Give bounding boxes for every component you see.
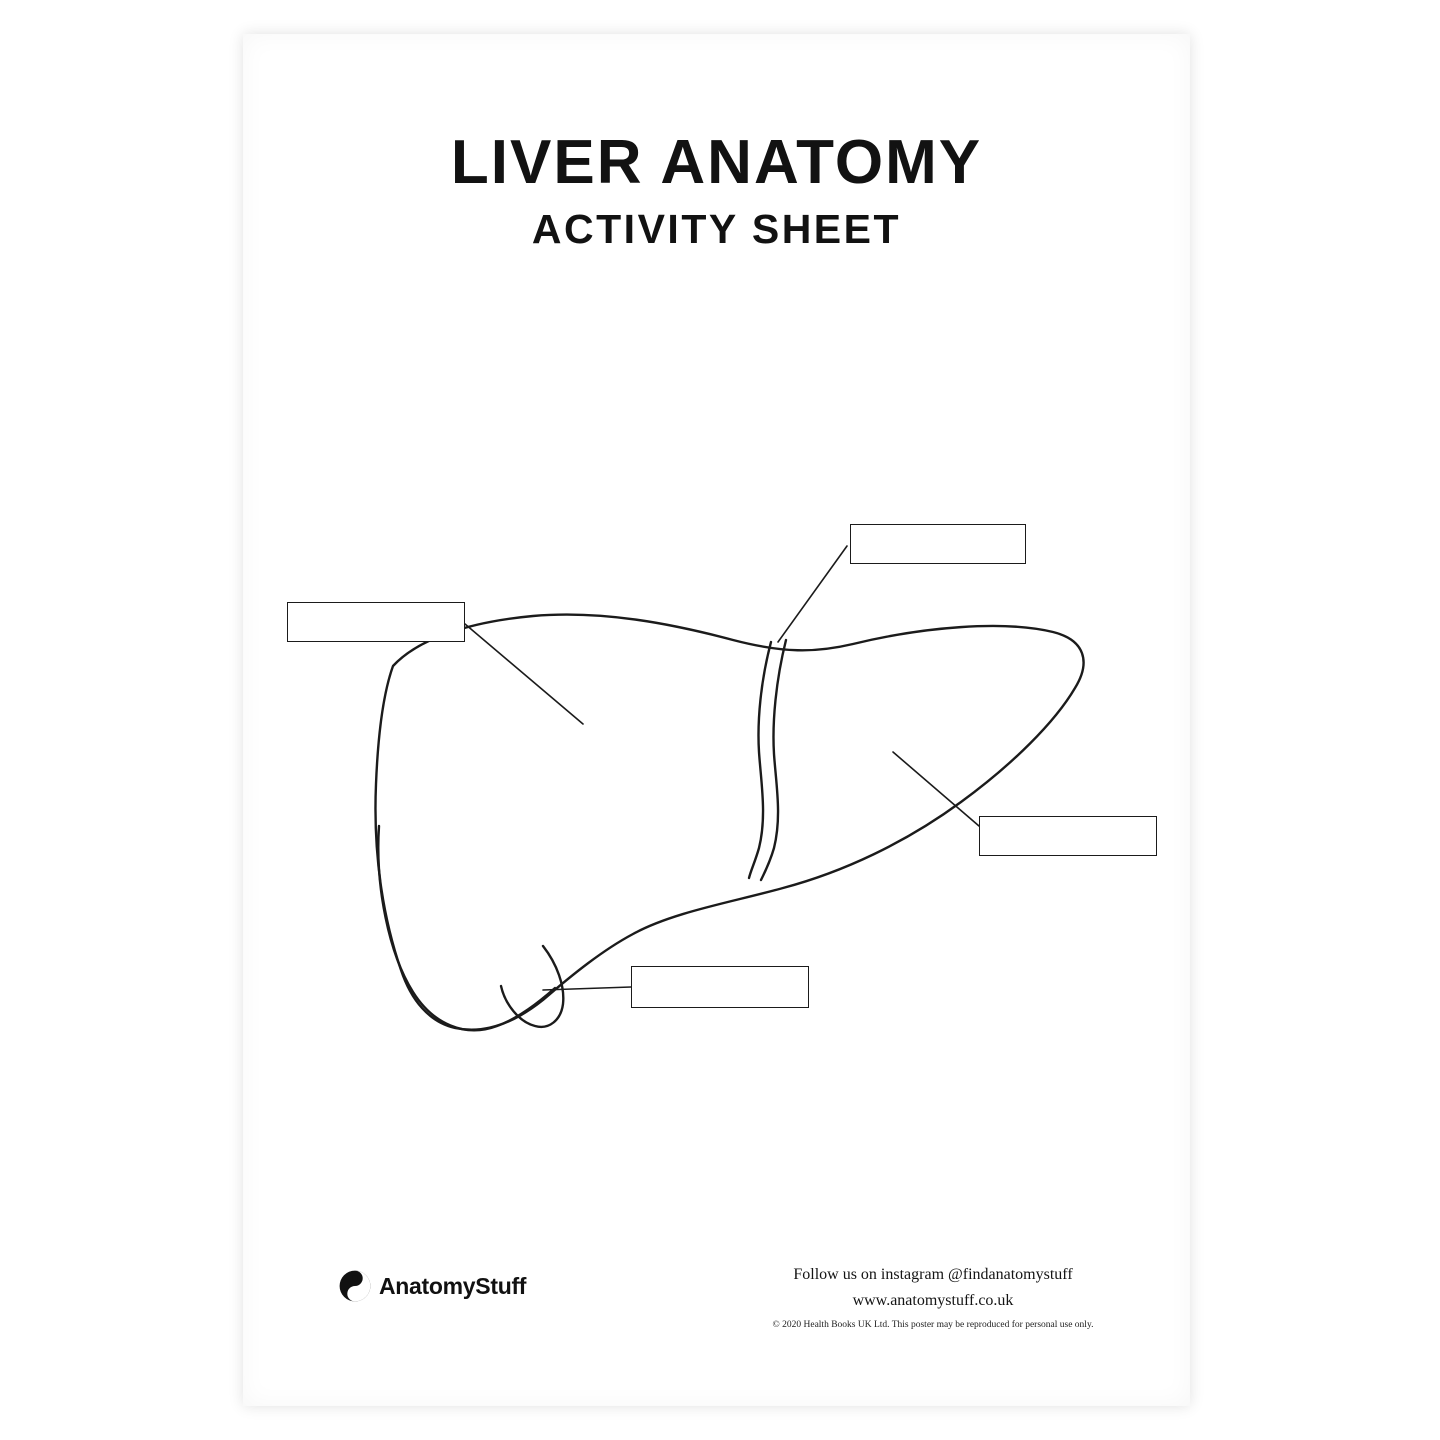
page-title: LIVER ANATOMY <box>450 128 983 197</box>
liver-diagram <box>243 434 1190 1054</box>
answer-box-left[interactable] <box>287 602 465 642</box>
answer-box-top-right[interactable] <box>850 524 1026 564</box>
page-footer <box>243 1214 1190 1384</box>
footer-contact-block <box>723 1262 1143 1336</box>
copyright-line: © 2020 Health Books UK Ltd. This poster may be reproduced for personal use only. <box>772 1320 1094 1330</box>
worksheet-page <box>243 34 1190 1406</box>
brand-logo <box>338 1269 526 1303</box>
answer-box-right[interactable] <box>979 816 1157 856</box>
brand-name: AnatomyStuff <box>379 1272 527 1299</box>
anatomystuff-logo-icon <box>338 1269 372 1303</box>
liver-outline-svg <box>243 434 1190 1054</box>
answer-box-bottom[interactable] <box>631 966 809 1008</box>
website-line[interactable]: www.anatomystuff.co.uk <box>852 1292 1014 1309</box>
page-subtitle: ACTIVITY SHEET <box>531 206 902 252</box>
instagram-line: Follow us on instagram @findanatomystuff <box>793 1266 1073 1283</box>
